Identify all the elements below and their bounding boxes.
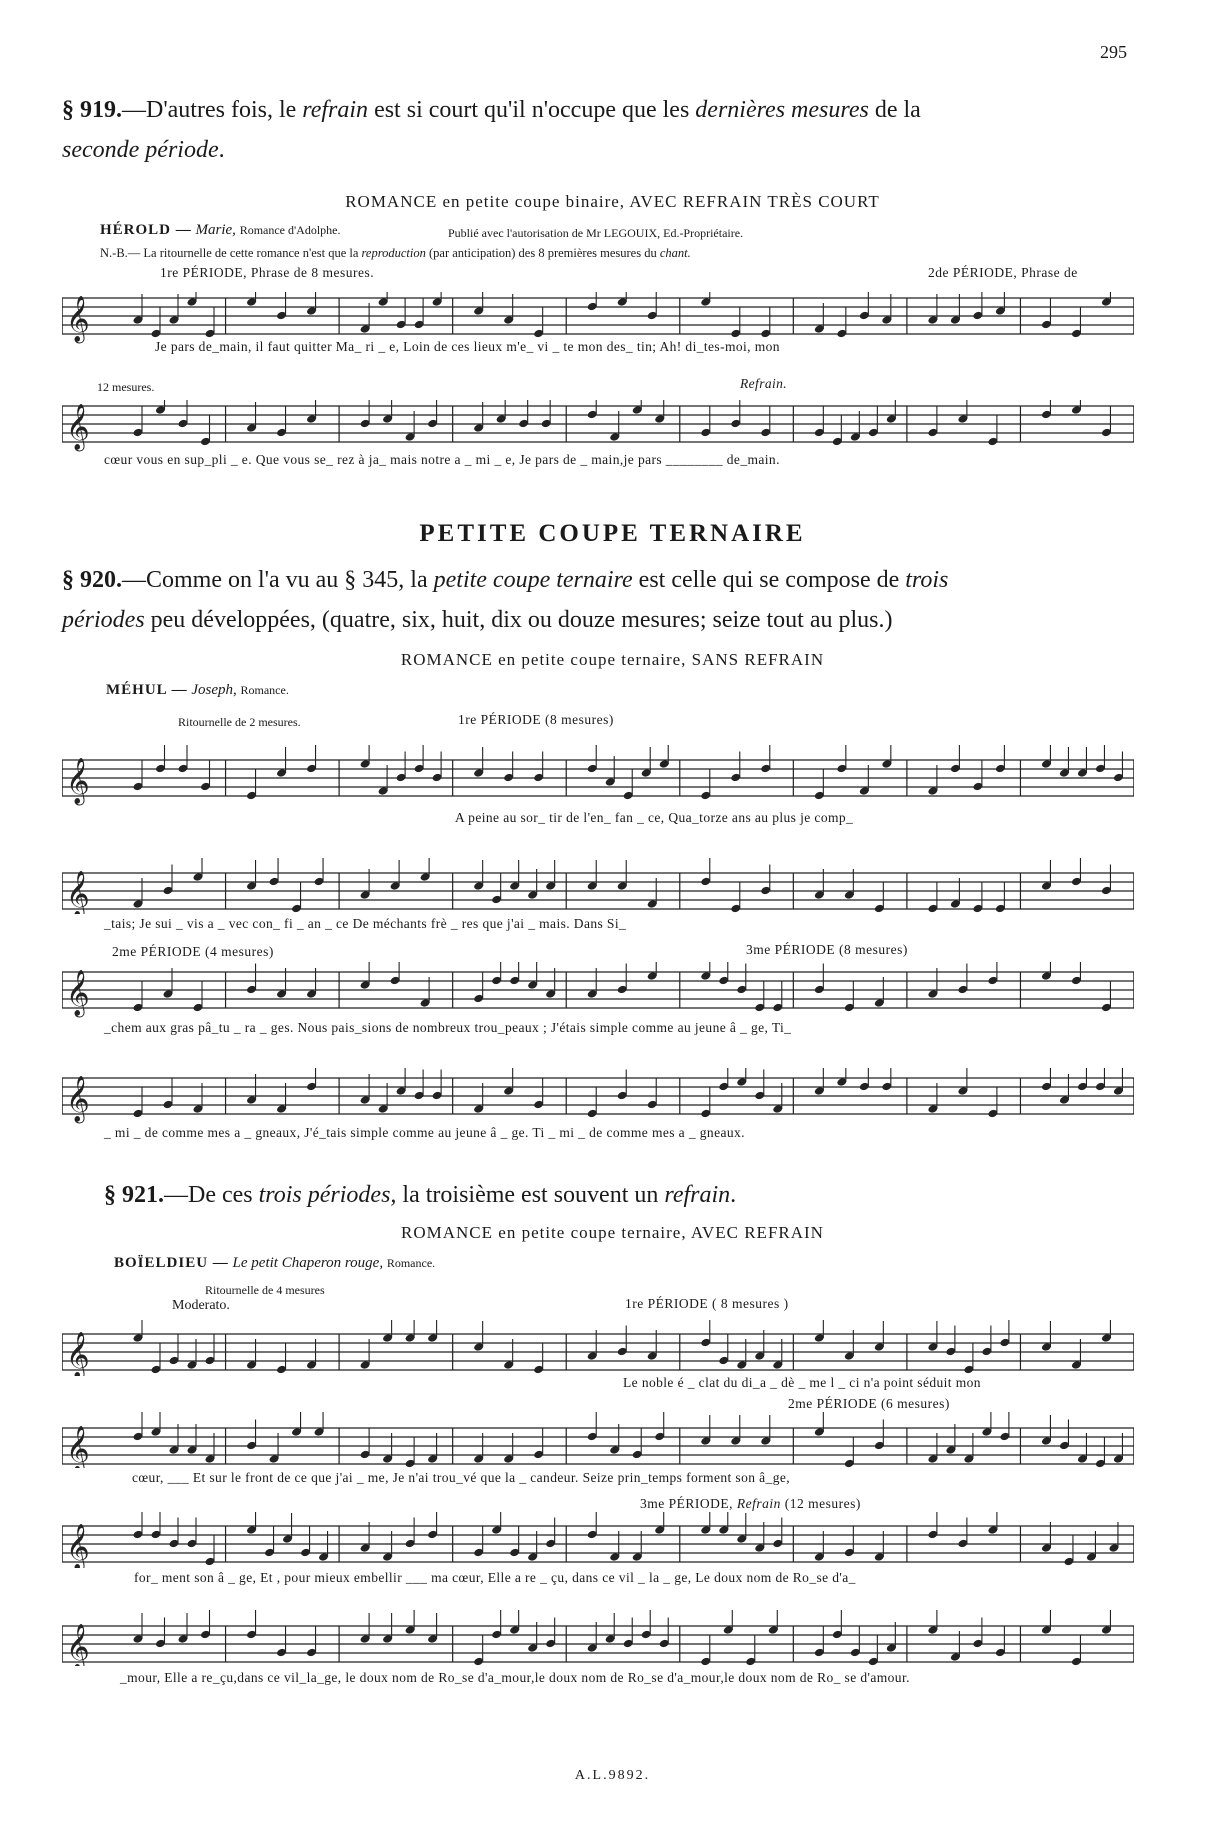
example-title: ROMANCE en petite coupe binaire, AVEC REFRAIN TRÈS COURT (345, 192, 880, 211)
composer-line: MÉHUL — Joseph, Romance. (106, 682, 289, 698)
music-staff (62, 1320, 1134, 1376)
plate-number: A.L.9892. (574, 1768, 651, 1783)
section-number: § 921. (104, 1182, 164, 1208)
period-label: 12 mesures. (97, 380, 155, 394)
lyrics-line: _chem aux gras pâ_tu _ ra _ ges. Nous pais_sions de nombreux trou_peaux ; J'étais simple comme au jeune â _ ge, Ti_ (104, 1020, 792, 1035)
lyrics-line: cœur vous en sup_pli _ e. Que vous se_ rez à ja_ mais notre a _ mi _ e, Je pars de _ main,je pars ________ de_main. (104, 452, 780, 467)
paragraph-920: § 920.—Comme on l'a vu au § 345, la petite coupe ternaire est celle qui se compose de trois périodes peu développées, (quatre, six, huit, dix ou douze mesures; seize tout au plus.) (62, 567, 949, 633)
lyrics-line: Le noble é _ clat du di_a _ dè _ me l _ ci n'a point séduit mon (623, 1375, 981, 1390)
example-title: ROMANCE en petite coupe ternaire, AVEC REFRAIN (401, 1223, 824, 1242)
notes (133, 292, 1112, 338)
paragraph-921: § 921.—De ces trois périodes, la troisième est souvent un refrain. (104, 1182, 737, 1208)
ritournelle-note: Ritournelle de 4 mesures (205, 1283, 325, 1297)
music-staff (62, 400, 1134, 456)
ritournelle-note: Ritournelle de 2 mesures. (178, 715, 301, 729)
lyrics-line: A peine au sor_ tir de l'en_ fan _ ce, Qua_torze ans au plus je comp_ (455, 810, 854, 825)
composer-line: BOÏELDIEU — Le petit Chaperon rouge, Romance. (114, 1255, 436, 1271)
lyrics-line: _ mi _ de comme mes a _ gneaux, J'é_tais simple comme au jeune â _ ge. Ti _ mi _ de comme mes a _ gneaux. (104, 1125, 745, 1140)
nota-bene: N.-B.— La ritournelle de cette romance n'est que la reproduction (par anticipation) des 8 premières mesures du chant. (100, 246, 691, 260)
period-label: 1re PÉRIODE, Phrase de 8 mesures. (160, 265, 375, 280)
period-label: 2me PÉRIODE (6 mesures) (788, 1396, 950, 1411)
page-number: 295 (1100, 42, 1127, 62)
period-label: 2de PÉRIODE, Phrase de (928, 265, 1078, 280)
lyrics-line: for_ ment son â _ ge, Et , pour mieux embellir ___ ma cœur, Elle a re _ çu, dans ce vil _ la _ ge, Le doux nom de Ro_se d'a_ (134, 1570, 856, 1585)
music-staff (62, 1512, 1134, 1568)
music-staff (62, 1412, 1134, 1468)
section-number: § 920. (62, 567, 122, 593)
paragraph-919: § 919.—D'autres fois, le refrain est si court qu'il n'occupe que les dernières mesures de la seconde période. (62, 97, 921, 163)
lyrics-line: _mour, Elle a re_çu,dans ce vil_la_ge, le doux nom de Ro_se d'a_mour,le doux nom de Ro_se d'a_mour,le doux nom de Ro_ se d'amour. (120, 1670, 910, 1685)
period-label: 3me PÉRIODE (8 mesures) (746, 942, 908, 957)
section-heading: PETITE COUPE TERNAIRE (419, 520, 806, 547)
music-staff (62, 1610, 1134, 1666)
section-number: § 919. (62, 97, 122, 123)
period-label: 3me PÉRIODE, Refrain (12 mesures) (640, 1496, 861, 1511)
example-title: ROMANCE en petite coupe ternaire, SANS REFRAIN (400, 650, 825, 669)
lyrics-line: Je pars de_main, il faut quitter Ma_ ri _ e, Loin de ces lieux m'e_ vi _ te mon des_ tin; Ah! di_tes-moi, mon (155, 339, 780, 354)
permission-note: Publié avec l'autorisation de Mr LEGOUIX, Ed.-Propriétaire. (448, 226, 744, 240)
period-label: 1re PÉRIODE ( 8 mesures ) (625, 1296, 789, 1311)
lyrics-line: cœur, ___ Et sur le front de ce que j'ai _ me, Je n'ai trou_vé que la _ candeur. Seize prin_temps forment son â_ge, (132, 1470, 791, 1485)
refrain-label: Refrain. (740, 376, 788, 391)
period-label: 1re PÉRIODE (8 mesures) (458, 712, 614, 727)
composer-line: HÉROLD — Marie, Romance d'Adolphe. (100, 222, 341, 238)
lyrics-line: _tais; Je sui _ vis a _ vec con_ fi _ an _ ce De méchants frè _ res que j'ai _ mais. Dans Si_ (104, 916, 627, 931)
music-staff (62, 858, 1134, 914)
music-staff (62, 962, 1134, 1018)
music-staff (62, 745, 1134, 815)
music-staff (62, 1068, 1134, 1124)
period-label: 2me PÉRIODE (4 mesures) (112, 944, 274, 959)
tempo-marking: Moderato. (172, 1298, 230, 1313)
